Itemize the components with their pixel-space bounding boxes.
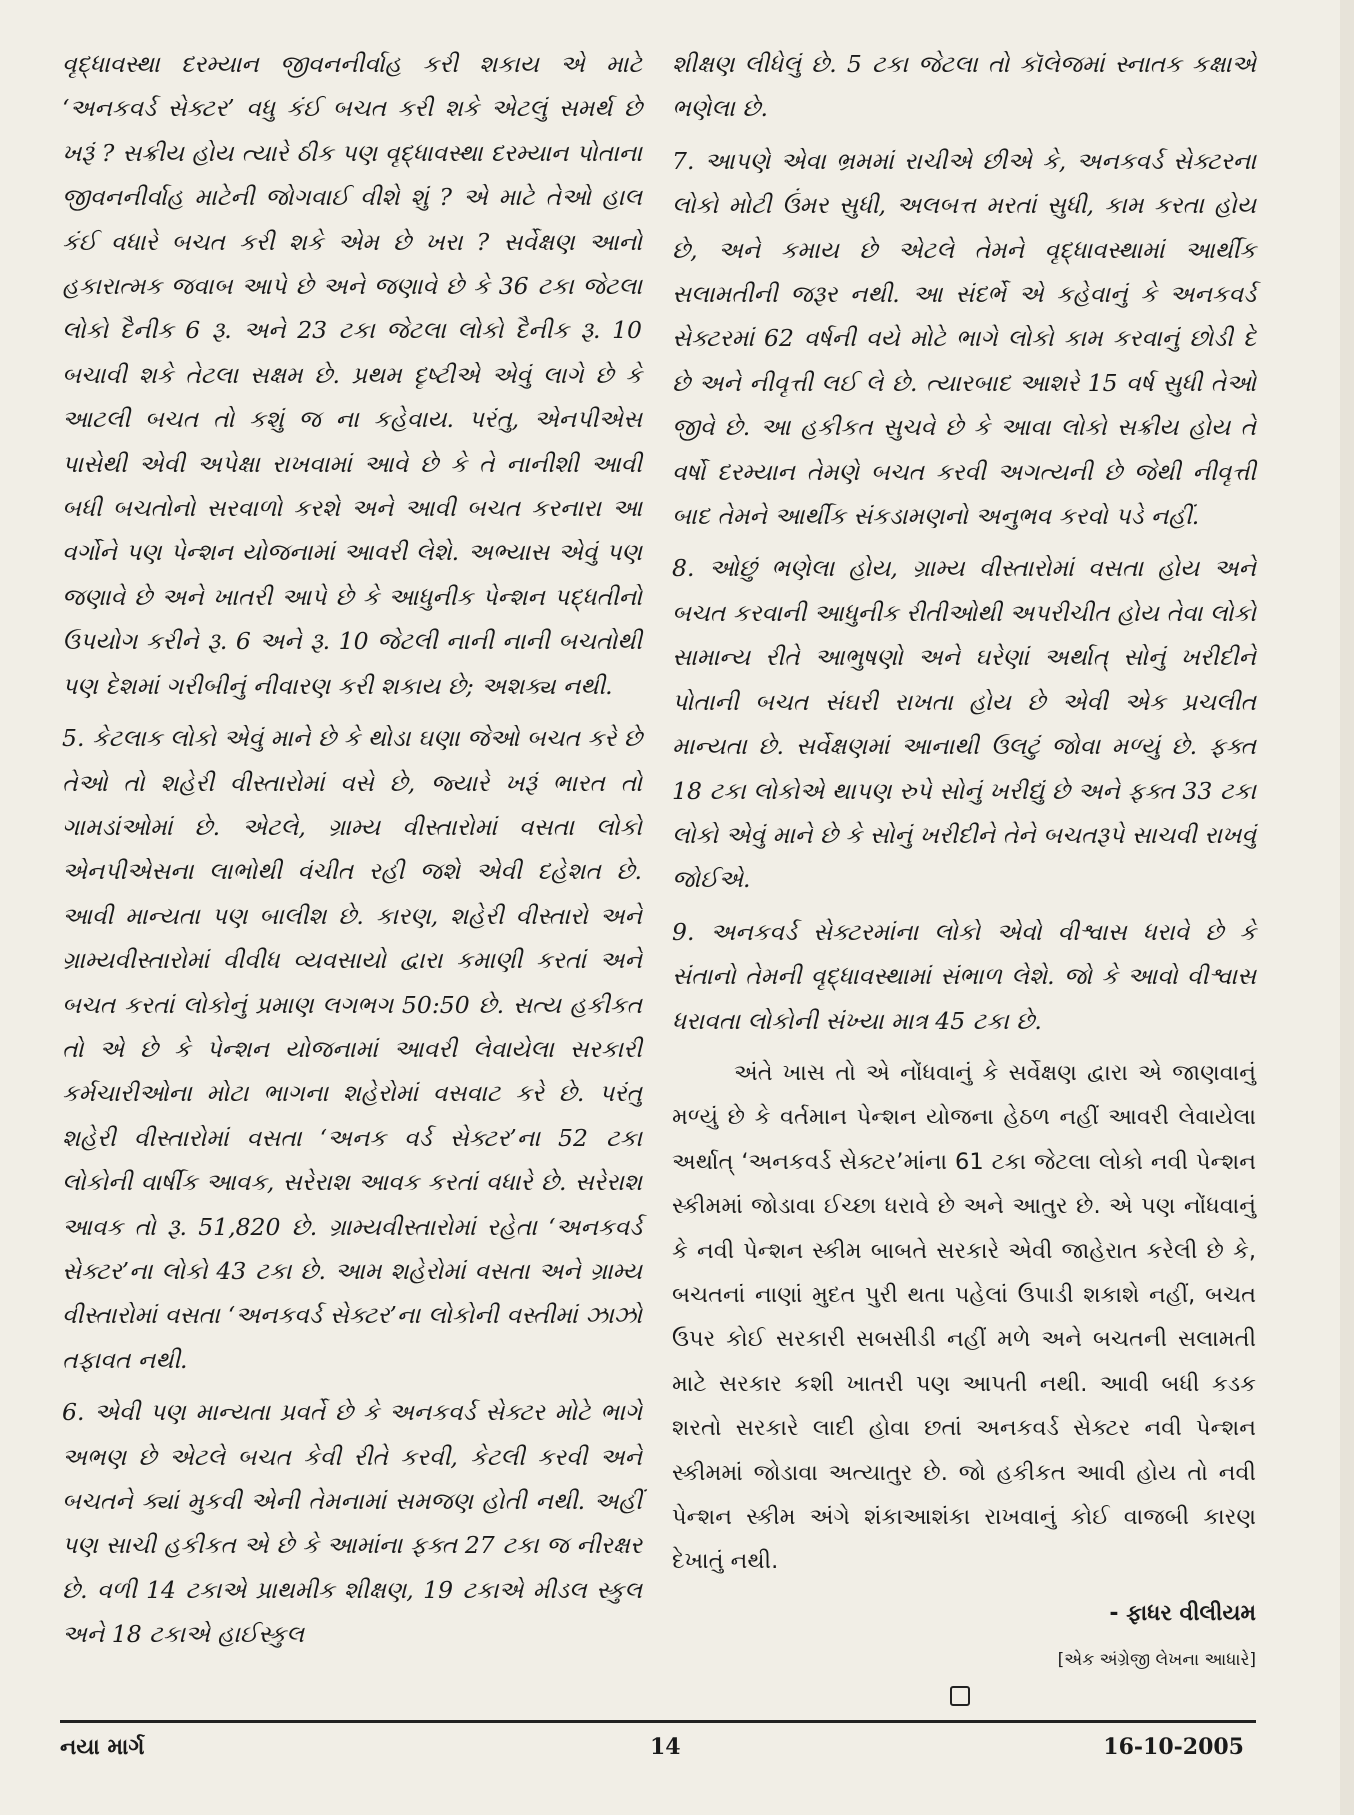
paragraph-point-9: 9. અનકવર્ડ સેક્ટરમાંના લોકો એવો વીશ્વાસ ધરાવે છે કે સંતાનો તેમની વૃદ્ધાવસ્થામાં સંભાળ લેશે. જો કે આવો વીશ્વાસ ધરાવતા લોકોની સંખ્યા માત્ર 45 ટકા છે. [672,917,1256,1035]
publication-name: નયા માર્ગ [60,1734,145,1760]
paragraph-point-6-continued: શીક્ષણ લીધેલું છે. 5 ટકા જેટલા તો કૉલેજમાં સ્નાતક કક્ષાએ ભણેલા છે. [672,50,1256,123]
left-column [62,42,642,1665]
paragraph-intro: વૃદ્ધાવસ્થા દરમ્યાન જીવનનીર્વાહ કરી શકાય એ માટે ‘અનકવર્ડ સેક્ટર’ વધુ કંઈ બચત કરી શકે એટલું સમર્થ છે ખરૂં ? સક્રીય હોય ત્યારે ઠીક પણ વૃદ્ધાવસ્થા દરમ્યાન પોતાના જીવનનીર્વાહ માટેની જોગવાઈ વીશે શું ? એ માટે તેઓ હાલ કંઈ વધારે બચત કરી શકે એમ છે ખરા ? સર્વેક્ષણ આનો હકારાત્મક જવાબ આપે છે અને જણાવે છે કે 36 ટકા જેટલા લોકો દૈનીક 6 રૂ. અને 23 ટકા જેટલા લોકો દૈનીક રૂ. 10 બચાવી શકે તેટલા સક્ષમ છે. પ્રથમ દૃષ્ટીએ એવું લાગે છે કે આટલી બચત તો કશું જ ના કહેવાય. પરંતુ, એનપીએસ પાસેથી એવી અપેક્ષા રાખવામાં આવે છે કે તે નાનીશી આવી બધી બચતોનો સરવાળો કરશે અને આવી બચત કરનારા આ વર્ગોને પણ પેન્શન યોજનામાં આવરી લેશે. અભ્યાસ એવું પણ જણાવે છે અને ખાતરી આપે છે કે આધુનીક પેન્શન પદ્ધતીનો ઉપયોગ કરીને રૂ. 6 અને રૂ. 10 જેટલી નાની નાની બચતોથી પણ દેશમાં ગરીબીનું નીવારણ કરી શકાય છે; અશક્ય નથી. [62,50,642,700]
footer-divider [60,1720,1256,1723]
issue-date: 16-10-2005 [1103,1734,1244,1760]
page-footer [60,1730,1256,1770]
paragraph-point-5: 5. કેટલાક લોકો એવું માને છે કે થોડા ઘણા જેઓ બચત કરે છે તેઓ તો શહેરી વીસ્તારોમાં વસે છે, જ્યારે ખરૂં ભારત તો ગામડાંઓમાં છે. એટલે, ગ્રામ્ય વીસ્તારોમાં વસતા લોકો એનપીએસના લાભોથી વંચીત રહી જશે એવી દહેશત છે. આવી માન્યતા પણ બાલીશ છે. કારણ, શહેરી વીસ્તારો અને ગ્રામ્યવીસ્તારોમાં વીવીધ વ્યવસાયો દ્વારા કમાણી કરતાં અને બચત કરતાં લોકોનું પ્રમાણ લગભગ 50:50 છે. સત્ય હકીકત તો એ છે કે પેન્શન યોજનામાં આવરી લેવાયેલા સરકારી કર્મચારીઓના મોટા ભાગના શહેરોમાં વસવાટ કરે છે. પરંતુ શહેરી વીસ્તારોમાં વસતા ‘અનક વર્ડ સેક્ટર’ના 52 ટકા લોકોની વાર્ષીક આવક, સરેરાશ આવક કરતાં વધારે છે. સરેરાશ આવક તો રૂ. 51,820 છે. ગ્રામ્યવીસ્તારોમાં રહેતા ‘અનકવર્ડ સેક્ટર’ના લોકો 43 ટકા છે. આમ શહેરોમાં વસતા અને ગ્રામ્ય વીસ્તારોમાં વસતા ‘અનકવર્ડ સેક્ટર’ના લોકોની વસ્તીમાં ઝાઝો તફાવત નથી. [62,724,642,1374]
paragraph-conclusion: અંતે ખાસ તો એ નોંધવાનું કે સર્વેક્ષણ દ્વારા એ જાણવાનું મળ્યું છે કે વર્તમાન પેન્શન યોજના હેઠળ નહીં આવરી લેવાયેલા અર્થાત્ ‘અનકવર્ડ સેક્ટર’માંના 61 ટકા જેટલા લોકો નવી પેન્શન સ્કીમમાં જોડાવા ઈચ્છા ધરાવે છે અને આતુર છે. એ પણ નોંધવાનું કે નવી પેન્શન સ્કીમ બાબતે સરકારે એવી જાહેરાત કરેલી છે કે, બચતનાં નાણાં મુદત પુરી થતા પહેલાં ઉપાડી શકાશે નહીં, બચત ઉપર કોઈ સરકારી સબસીડી નહીં મળે અને બચતની સલામતી માટે સરકાર કશી ખાતરી પણ આપતી નથી. આવી બધી કડક શરતો સરકારે લાદી હોવા છતાં અનકવર્ડ સેક્ટર નવી પેન્શન સ્કીમમાં જોડાવા અત્યાતુર છે. જો હકીકત આવી હોય તો નવી પેન્શન સ્કીમ અંગે શંકાઆશંકા રાખવાનું કોઈ વાજબી કારણ દેખાતું નથી. [672,1059,1256,1575]
right-column [672,42,1256,1684]
paragraph-point-8: 8. ઓછું ભણેલા હોય, ગ્રામ્ય વીસ્તારોમાં વસતા હોય અને બચત કરવાની આધુનીક રીતીઓથી અપરીચીત હોય તેવા લોકો સામાન્ય રીતે આભુષણો અને ઘરેણાં અર્થાત્ સોનું ખરીદીને પોતાની બચત સંઘરી રાખતા હોય છે એવી એક પ્રચલીત માન્યતા છે. સર્વેક્ષણમાં આનાથી ઉલટું જોવા મળ્યું છે. ફક્ત 18 ટકા લોકોએ થાપણ રુપે સોનું ખરીદ્યું છે અને ફક્ત 33 ટકા લોકો એવું માને છે કે સોનું ખરીદીને તેને બચતરૂપે સાચવી રાખવું જોઈએ. [672,554,1256,894]
author-signature: - ફાધર વીલીયમ [1109,1600,1256,1626]
end-of-article-mark [950,1686,970,1706]
paragraph-point-6: 6. એવી પણ માન્યતા પ્રવર્તે છે કે અનકવર્ડ સેક્ટર મોટે ભાગે અભણ છે એટલે બચત કેવી રીતે કરવી, કેટલી કરવી અને બચતને ક્યાં મુકવી એની તેમનામાં સમજણ હોતી નથી. અહીં પણ સાચી હકીકત એ છે કે આમાંના ફક્ત 27 ટકા જ નીરક્ષર છે. વળી 14 ટકાએ પ્રાથમીક શીક્ષણ, 19 ટકાએ મીડલ સ્કુલ અને 18 ટકાએ હાઈસ્કુલ [62,1398,642,1649]
paragraph-point-7: 7. આપણે એવા ભ્રમમાં રાચીએ છીએ કે, અનકવર્ડ સેક્ટરના લોકો મોટી ઉંમર સુધી, અલબત્ત મરતાં સુધી, કામ કરતા હોય છે, અને કમાય છે એટલે તેમને વૃદ્ધાવસ્થામાં આર્થીક સલામતીની જરૂર નથી. આ સંદર્ભે એ કહેવાનું કે અનકવર્ડ સેક્ટરમાં 62 વર્ષની વયે મોટે ભાગે લોકો કામ કરવાનું છોડી દે છે અને નીવૃત્તી લઈ લે છે. ત્યારબાદ આશરે 15 વર્ષ સુધી તેઓ જીવે છે. આ હકીકત સુચવે છે કે આવા લોકો સક્રીય હોય તે વર્ષો દરમ્યાન તેમણે બચત કરવી અગત્યની છે જેથી નીવૃત્તી બાદ તેમને આર્થીક સંકડામણનો અનુભવ કરવો પડે નહીં. [672,146,1256,531]
source-note: [એક અંગ્રેજી લેખના આધારે] [1057,1650,1256,1671]
page-number: 14 [650,1734,681,1760]
